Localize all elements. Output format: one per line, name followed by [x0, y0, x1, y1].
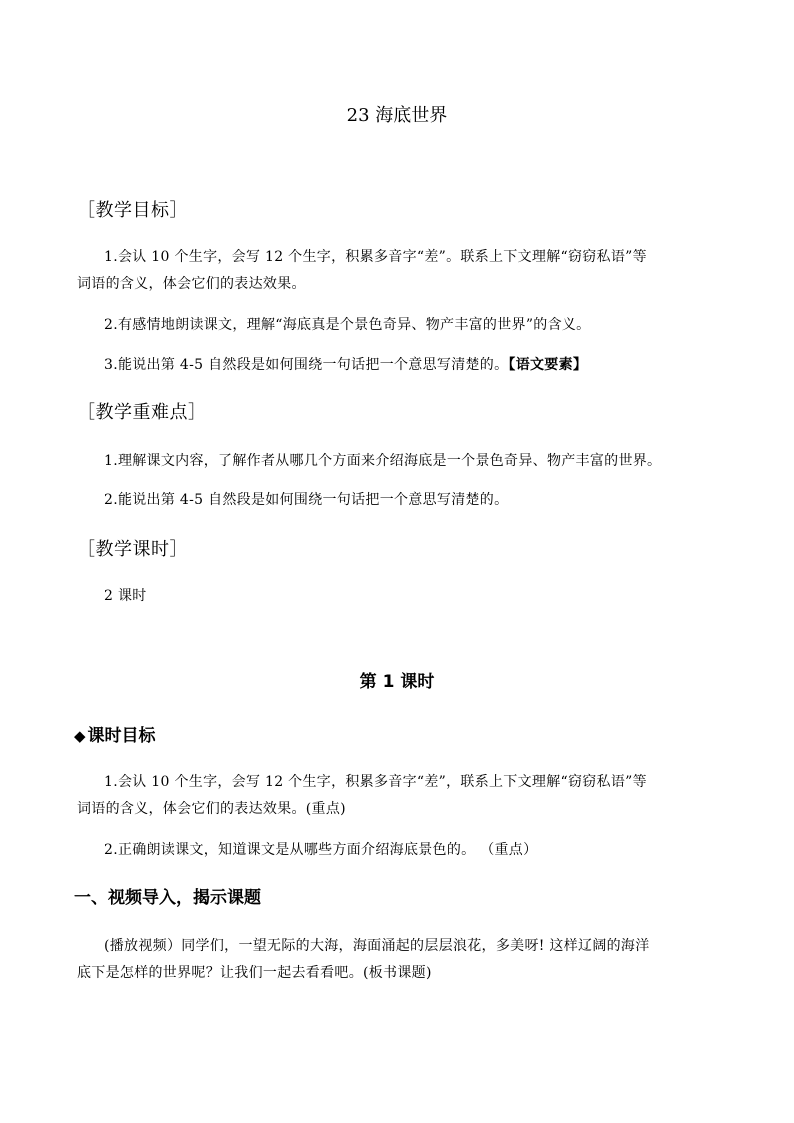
lesson-goal-1-line-1: 1.会认 10 个生字，会写 12 个生字，积累多音字“差”，联系上下文理解“窃窃私语”等 [104, 774, 647, 790]
goal-3-text: 3.能说出第 4-5 自然段是如何围绕一句话把一个意思写清楚的。 [104, 357, 509, 373]
goal-3-tag: 【语文要素】 [508, 357, 588, 373]
lesson-goal-1-line-2: 词语的含义，体会它们的表达效果。(重点) [77, 801, 346, 817]
goal-1-line-2: 词语的含义，体会它们的表达效果。 [77, 276, 306, 292]
key-point-2: 2.能说出第 4-5 自然段是如何围绕一句话把一个意思写清楚的。 [104, 492, 509, 508]
key-point-1: 1.理解课文内容，了解作者从哪几个方面来介绍海底是一个景色奇异、物产丰富的世界。 [104, 453, 662, 469]
goal-3 [104, 355, 587, 375]
section-1-heading: 一、视频导入，揭示课题 [74, 888, 261, 908]
intro-line-1: (播放视频）同学们，一望无际的大海，海面涌起的层层浪花，多美呀! 这样辽阔的海洋 [104, 938, 650, 954]
diamond-icon: ◆ [74, 727, 86, 745]
lesson-goal-2: 2.正确朗读课文，知道课文是从哪些方面介绍海底景色的。 （重点） [104, 842, 538, 858]
intro-line-2: 底下是怎样的世界呢？让我们一起去看看吧。(板书课题) [77, 965, 432, 981]
heading-key-difficulties: ［教学重难点］ [77, 402, 207, 423]
document-title: 23 海底世界 [346, 105, 448, 126]
goal-1-line-1: 1.会认 10 个生字，会写 12 个生字，积累多音字“差”。联系上下文理解“窃窃私语”等 [104, 249, 647, 265]
heading-teaching-goals: ［教学目标］ [77, 200, 188, 221]
lesson-goals-heading-text: 课时目标 [87, 726, 156, 746]
lesson-goals-heading [74, 724, 156, 748]
goal-2: 2.有感情地朗读课文，理解“海底真是个景色奇异、物产丰富的世界”的含义。 [104, 317, 591, 333]
class-hours-value: 2 课时 [104, 588, 147, 604]
heading-class-hours: ［教学课时］ [77, 539, 188, 560]
lesson-1-title: 第 1 课时 [359, 672, 435, 692]
